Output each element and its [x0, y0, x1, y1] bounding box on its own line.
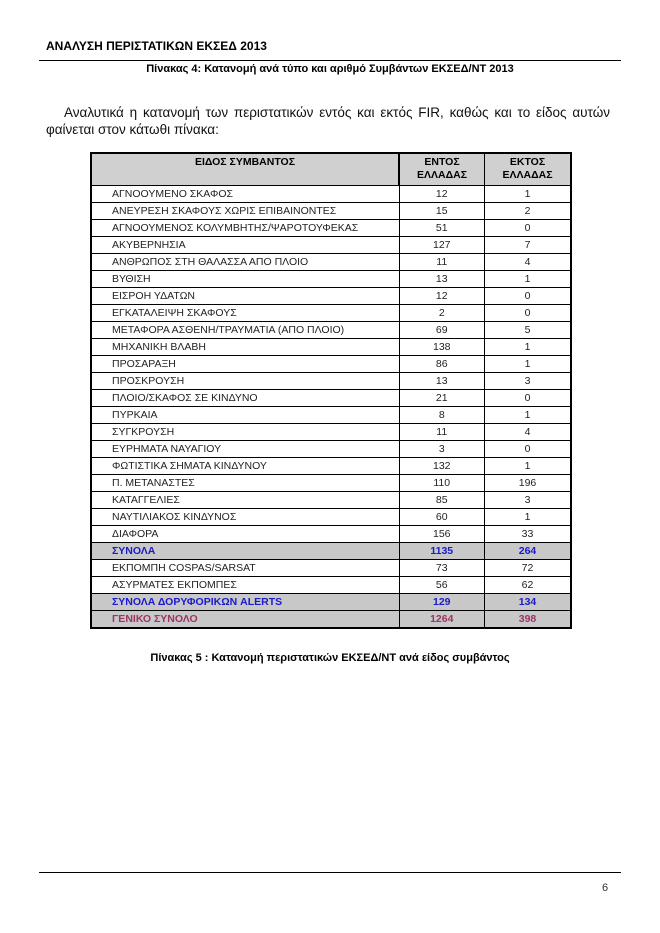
cell-inside: 21: [399, 390, 485, 407]
satellite-totals-row: [91, 594, 571, 611]
cell-type: ΕΙΣΡΟΗ ΥΔΑΤΩΝ: [91, 288, 399, 305]
cell-type: ΕΥΡΗΜΑΤΑ ΝΑΥΑΓΙΟΥ: [91, 441, 399, 458]
cell-outside: 3: [485, 373, 572, 390]
table-row: [91, 271, 571, 288]
cell-type: ΠΡΟΣΑΡΑΞΗ: [91, 356, 399, 373]
cell-outside: 1: [485, 509, 572, 526]
cell-inside: 11: [399, 254, 485, 271]
grand-total-label: ΓΕΝΙΚΟ ΣΥΝΟΛΟ: [91, 611, 399, 629]
table-row: [91, 424, 571, 441]
header-rule: [39, 60, 621, 61]
cell-outside: 5: [485, 322, 572, 339]
table-row: [91, 373, 571, 390]
cell-type: ΑΣΥΡΜΑΤΕΣ ΕΚΠΟΜΠΕΣ: [91, 577, 399, 594]
grand-total-outside: 398: [485, 611, 572, 629]
satellite-totals-outside: 134: [485, 594, 572, 611]
cell-inside: 73: [399, 560, 485, 577]
cell-inside: 60: [399, 509, 485, 526]
cell-outside: 1: [485, 458, 572, 475]
table-header-row: [91, 153, 571, 186]
table-row: [91, 458, 571, 475]
table-row: [91, 509, 571, 526]
grand-total-inside: 1264: [399, 611, 485, 629]
cell-outside: 0: [485, 390, 572, 407]
cell-type: ΑΓΝΟΟΥΜΕΝΟ ΣΚΑΦΟΣ: [91, 186, 399, 203]
cell-inside: 86: [399, 356, 485, 373]
incident-table: [90, 152, 572, 629]
cell-type: ΕΓΚΑΤΑΛΕΙΨΗ ΣΚΑΦΟΥΣ: [91, 305, 399, 322]
cell-outside: 62: [485, 577, 572, 594]
cell-outside: 3: [485, 492, 572, 509]
previous-table-caption: Πίνακας 4: Κατανομή ανά τύπο και αριθμό Συμβάντων ΕΚΣΕΔ/ΝΤ 2013: [146, 63, 514, 75]
cell-outside: 7: [485, 237, 572, 254]
satellite-totals-inside: 129: [399, 594, 485, 611]
cell-inside: 15: [399, 203, 485, 220]
cell-outside: 1: [485, 356, 572, 373]
cell-inside: 138: [399, 339, 485, 356]
table-row: [91, 186, 571, 203]
cell-outside: 4: [485, 254, 572, 271]
cell-inside: 11: [399, 424, 485, 441]
cell-inside: 2: [399, 305, 485, 322]
column-header-inside-line2: ΕΛΛΑΔΑΣ: [416, 169, 468, 181]
cell-inside: 156: [399, 526, 485, 543]
column-header-outside-line1: ΕΚΤΟΣ: [509, 156, 546, 168]
cell-outside: 0: [485, 441, 572, 458]
cell-type: Π. ΜΕΤΑΝΑΣΤΕΣ: [91, 475, 399, 492]
table-caption: Πίνακας 5 : Κατανομή περιστατικών ΕΚΣΕΔ/ΝΤ ανά είδος συμβάντος: [150, 652, 510, 664]
table-row: [91, 492, 571, 509]
cell-outside: 33: [485, 526, 572, 543]
cell-type: ΜΕΤΑΦΟΡΑ ΑΣΘΕΝΗ/ΤΡΑΥΜΑΤΙΑ (ΑΠΟ ΠΛΟΙΟ): [91, 322, 399, 339]
cell-inside: 12: [399, 288, 485, 305]
cell-inside: 13: [399, 373, 485, 390]
cell-outside: 1: [485, 186, 572, 203]
cell-type: ΜΗΧΑΝΙΚΗ ΒΛΑΒΗ: [91, 339, 399, 356]
cell-inside: 127: [399, 237, 485, 254]
page-number: 6: [602, 882, 609, 894]
cell-inside: 56: [399, 577, 485, 594]
cell-outside: 0: [485, 305, 572, 322]
column-header-inside: [399, 153, 485, 186]
table-row: [91, 407, 571, 424]
cell-inside: 12: [399, 186, 485, 203]
column-header-inside-line1: ΕΝΤΟΣ: [424, 156, 460, 168]
table-row: [91, 339, 571, 356]
cell-outside: 4: [485, 424, 572, 441]
column-header-outside: [485, 153, 572, 186]
totals-label: ΣΥΝΟΛΑ: [91, 543, 399, 560]
cell-inside: 69: [399, 322, 485, 339]
satellite-row: [91, 577, 571, 594]
cell-type: ΠΥΡΚΑΙΑ: [91, 407, 399, 424]
cell-inside: 13: [399, 271, 485, 288]
cell-outside: 0: [485, 220, 572, 237]
table-row: [91, 305, 571, 322]
totals-row: [91, 543, 571, 560]
totals-inside: 1135: [399, 543, 485, 560]
table-row: [91, 356, 571, 373]
table-row: [91, 475, 571, 492]
cell-type: ΝΑΥΤΙΛΙΑΚΟΣ ΚΙΝΔΥΝΟΣ: [91, 509, 399, 526]
cell-type: ΑΓΝΟΟΥΜΕΝΟΣ ΚΟΛΥΜΒΗΤΗΣ/ΨΑΡΟΤΟΥΦΕΚΑΣ: [91, 220, 399, 237]
cell-type: ΑΚΥΒΕΡΝΗΣΙΑ: [91, 237, 399, 254]
cell-inside: 51: [399, 220, 485, 237]
cell-type: ΑΝΕΥΡΕΣΗ ΣΚΑΦΟΥΣ ΧΩΡΙΣ ΕΠΙΒΑΙΝΟΝΤΕΣ: [91, 203, 399, 220]
cell-type: ΠΡΟΣΚΡΟΥΣΗ: [91, 373, 399, 390]
cell-inside: 3: [399, 441, 485, 458]
cell-inside: 110: [399, 475, 485, 492]
cell-outside: 0: [485, 288, 572, 305]
cell-outside: 1: [485, 407, 572, 424]
cell-type: ΑΝΘΡΩΠΟΣ ΣΤΗ ΘΑΛΑΣΣΑ ΑΠΟ ΠΛΟΙΟ: [91, 254, 399, 271]
column-header-type: ΕΙΔΟΣ ΣΥΜΒΑΝΤΟΣ: [91, 153, 399, 186]
table-row: [91, 441, 571, 458]
cell-type: ΦΩΤΙΣΤΙΚΑ ΣΗΜΑΤΑ ΚΙΝΔΥΝΟΥ: [91, 458, 399, 475]
cell-outside: 196: [485, 475, 572, 492]
cell-type: ΠΛΟΙΟ/ΣΚΑΦΟΣ ΣΕ ΚΙΝΔΥΝΟ: [91, 390, 399, 407]
cell-outside: 1: [485, 271, 572, 288]
cell-inside: 85: [399, 492, 485, 509]
grand-total-row: [91, 611, 571, 629]
cell-outside: 72: [485, 560, 572, 577]
column-header-outside-line2: ΕΛΛΑΔΑΣ: [502, 169, 553, 181]
totals-outside: 264: [485, 543, 572, 560]
cell-outside: 1: [485, 339, 572, 356]
cell-outside: 2: [485, 203, 572, 220]
satellite-row: [91, 560, 571, 577]
table-row: [91, 288, 571, 305]
table-row: [91, 254, 571, 271]
table-row: [91, 203, 571, 220]
cell-inside: 132: [399, 458, 485, 475]
cell-type: ΕΚΠΟΜΠΗ COSPAS/SARSAT: [91, 560, 399, 577]
table-row: [91, 322, 571, 339]
table-row: [91, 526, 571, 543]
cell-type: ΚΑΤΑΓΓΕΛΙΕΣ: [91, 492, 399, 509]
table-row: [91, 390, 571, 407]
intro-paragraph: Αναλυτικά η κατανομή των περιστατικών εντός και εκτός FIR, καθώς και το είδος αυτών φαίνεται στον κάτωθι πίνακα:: [46, 105, 610, 137]
cell-type: ΔΙΑΦΟΡΑ: [91, 526, 399, 543]
cell-type: ΣΥΓΚΡΟΥΣΗ: [91, 424, 399, 441]
table-row: [91, 220, 571, 237]
table-row: [91, 237, 571, 254]
satellite-totals-label: ΣΥΝΟΛΑ ΔΟΡΥΦΟΡΙΚΩΝ ALERTS: [91, 594, 399, 611]
document-header-title: ΑΝΑΛΥΣΗ ΠΕΡΙΣΤΑΤΙΚΩΝ ΕΚΣΕΔ 2013: [46, 39, 267, 53]
cell-type: ΒΥΘΙΣΗ: [91, 271, 399, 288]
cell-inside: 8: [399, 407, 485, 424]
footer-rule: [39, 872, 621, 873]
